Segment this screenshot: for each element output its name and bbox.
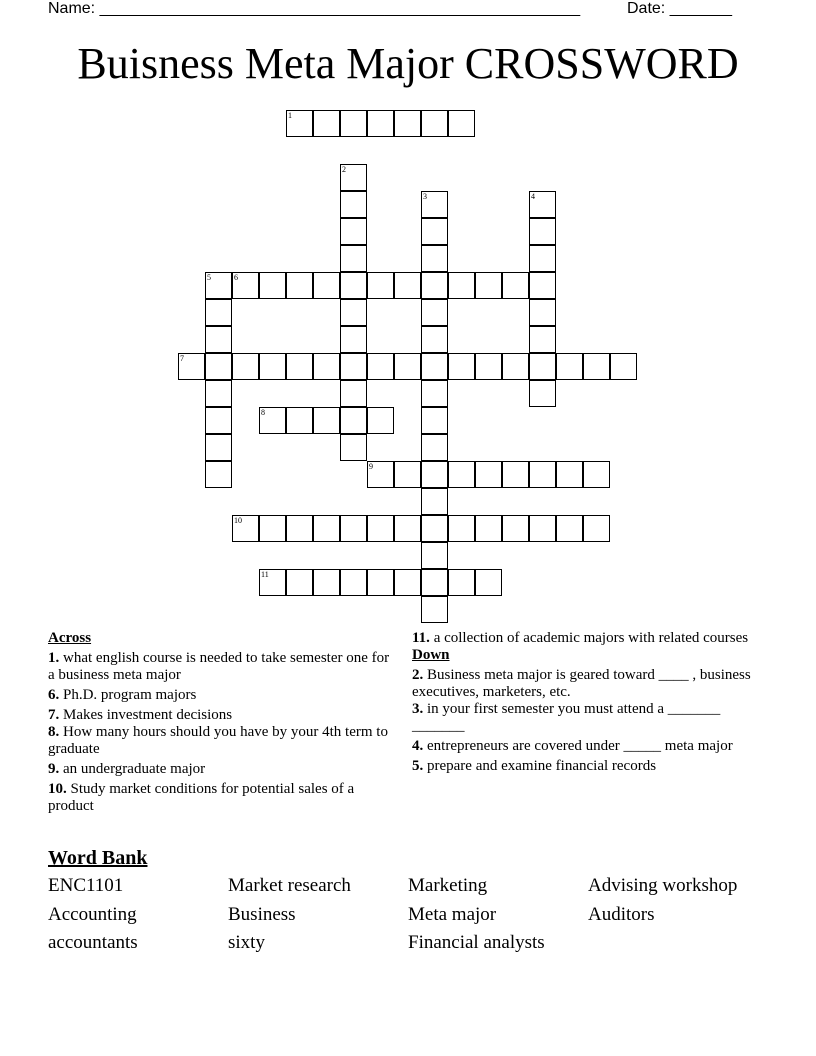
clue-across-11 xyxy=(412,630,757,647)
clue-number: 8. xyxy=(48,724,60,740)
clue-number: 4. xyxy=(412,738,424,754)
grid-cell[interactable] xyxy=(286,353,313,380)
grid-cell[interactable] xyxy=(367,272,394,299)
word-bank-item: Market research xyxy=(228,875,351,896)
grid-cell[interactable] xyxy=(475,272,502,299)
clues-column-left xyxy=(48,630,393,815)
word-bank-item: Financial analysts xyxy=(408,932,545,953)
grid-cell[interactable] xyxy=(232,353,259,380)
grid-cell[interactable] xyxy=(205,272,232,299)
grid-cell[interactable] xyxy=(394,272,421,299)
grid-cell[interactable] xyxy=(421,515,448,542)
grid-cell[interactable] xyxy=(421,353,448,380)
grid-cell[interactable] xyxy=(502,272,529,299)
word-bank-item: Accounting xyxy=(48,904,137,925)
grid-cell[interactable] xyxy=(286,569,313,596)
grid-cell[interactable] xyxy=(529,326,556,353)
clue-across-7 xyxy=(48,707,393,724)
grid-cell[interactable] xyxy=(421,461,448,488)
grid-cell[interactable] xyxy=(286,407,313,434)
grid-cell[interactable] xyxy=(340,110,367,137)
grid-cell[interactable] xyxy=(421,407,448,434)
clue-across-6 xyxy=(48,687,393,704)
clue-number: 10. xyxy=(48,781,67,797)
grid-cell[interactable] xyxy=(556,515,583,542)
clue-across-10 xyxy=(48,781,393,815)
grid-cell[interactable] xyxy=(340,218,367,245)
clue-number: 5. xyxy=(412,758,424,774)
word-bank-item: Auditors xyxy=(588,904,655,925)
clue-across-9 xyxy=(48,761,393,778)
clue-text: a collection of academic majors with related courses xyxy=(429,630,749,646)
grid-cell[interactable] xyxy=(340,245,367,272)
grid-cell[interactable] xyxy=(259,515,286,542)
grid-cell[interactable] xyxy=(340,407,367,434)
clue-text: Study market conditions for potential sales of a product xyxy=(48,781,355,814)
grid-cell[interactable] xyxy=(421,326,448,353)
grid-cell[interactable] xyxy=(556,353,583,380)
grid-cell[interactable] xyxy=(583,461,610,488)
clue-number: 1. xyxy=(48,650,60,666)
grid-cell[interactable] xyxy=(205,299,232,326)
clue-number-label: 1 xyxy=(288,111,292,120)
clue-number-label: 3 xyxy=(423,192,427,201)
grid-cell[interactable] xyxy=(367,110,394,137)
grid-cell[interactable] xyxy=(448,515,475,542)
grid-cell[interactable] xyxy=(394,569,421,596)
grid-cell[interactable] xyxy=(340,164,367,191)
word-bank-item: Marketing xyxy=(408,875,488,896)
grid-cell[interactable] xyxy=(610,353,637,380)
clue-across-1 xyxy=(48,650,393,684)
grid-cell[interactable] xyxy=(421,380,448,407)
grid-cell[interactable] xyxy=(340,299,367,326)
grid-cell[interactable] xyxy=(340,353,367,380)
grid-cell[interactable] xyxy=(583,515,610,542)
grid-cell[interactable] xyxy=(448,353,475,380)
grid-cell[interactable] xyxy=(421,245,448,272)
grid-cell[interactable] xyxy=(583,353,610,380)
grid-cell[interactable] xyxy=(448,461,475,488)
grid-cell[interactable] xyxy=(502,461,529,488)
grid-cell[interactable] xyxy=(367,569,394,596)
grid-cell[interactable] xyxy=(340,272,367,299)
clue-number-label: 10 xyxy=(234,516,242,525)
grid-cell[interactable] xyxy=(421,488,448,515)
grid-cell[interactable] xyxy=(502,515,529,542)
grid-cell[interactable] xyxy=(367,515,394,542)
grid-cell[interactable] xyxy=(394,461,421,488)
grid-cell[interactable] xyxy=(205,380,232,407)
grid-cell[interactable] xyxy=(313,515,340,542)
date-field-label: Date: _______ xyxy=(627,0,732,17)
clue-text: an undergraduate major xyxy=(59,761,206,777)
grid-cell[interactable] xyxy=(448,272,475,299)
grid-cell[interactable] xyxy=(367,461,394,488)
clue-number: 9. xyxy=(48,761,60,777)
clue-number-label: 7 xyxy=(180,354,184,363)
grid-cell[interactable] xyxy=(394,353,421,380)
grid-cell[interactable] xyxy=(529,380,556,407)
clue-number-label: 11 xyxy=(261,570,269,579)
grid-cell[interactable] xyxy=(448,110,475,137)
grid-cell[interactable] xyxy=(259,569,286,596)
clue-across-8 xyxy=(48,724,393,758)
clue-number: 6. xyxy=(48,687,60,703)
clue-number-label: 5 xyxy=(207,273,211,282)
grid-cell[interactable] xyxy=(475,461,502,488)
clue-text: in your first semester you must attend a _______ _______ xyxy=(412,701,721,734)
grid-cell[interactable] xyxy=(286,272,313,299)
grid-cell[interactable] xyxy=(205,326,232,353)
grid-cell[interactable] xyxy=(529,272,556,299)
clue-text: prepare and examine financial records xyxy=(423,758,657,774)
clue-text: How many hours should you have by your 4th term to graduate xyxy=(48,724,388,757)
page-title: Buisness Meta Major CROSSWORD xyxy=(77,39,739,88)
clue-text: Ph.D. program majors xyxy=(59,687,197,703)
clue-down-5 xyxy=(412,758,757,775)
grid-cell[interactable] xyxy=(529,218,556,245)
grid-cell[interactable] xyxy=(232,515,259,542)
clue-down-4 xyxy=(412,738,757,755)
word-bank-item: accountants xyxy=(48,932,138,953)
grid-cell[interactable] xyxy=(421,191,448,218)
grid-cell[interactable] xyxy=(421,569,448,596)
grid-cell[interactable] xyxy=(475,515,502,542)
grid-cell[interactable] xyxy=(259,272,286,299)
grid-cell[interactable] xyxy=(340,434,367,461)
clue-down-3 xyxy=(412,701,757,735)
grid-cell[interactable] xyxy=(313,353,340,380)
grid-cell[interactable] xyxy=(367,407,394,434)
grid-cell[interactable] xyxy=(529,299,556,326)
clue-number-label: 8 xyxy=(261,408,265,417)
clue-number: 7. xyxy=(48,707,60,723)
grid-cell[interactable] xyxy=(421,596,448,623)
grid-cell[interactable] xyxy=(340,569,367,596)
word-bank-item: ENC1101 xyxy=(48,875,124,896)
word-bank-item: Meta major xyxy=(408,904,497,925)
name-field-label: Name: ______________________________________________________ xyxy=(48,0,581,17)
clue-number-label: 4 xyxy=(531,192,535,201)
clue-number: 11. xyxy=(412,630,430,646)
clue-number-label: 2 xyxy=(342,165,346,174)
grid-cell[interactable] xyxy=(313,569,340,596)
grid-cell[interactable] xyxy=(529,245,556,272)
grid-cell[interactable] xyxy=(205,461,232,488)
grid-cell[interactable] xyxy=(340,515,367,542)
grid-cell[interactable] xyxy=(421,542,448,569)
grid-cell[interactable] xyxy=(502,353,529,380)
grid-cell[interactable] xyxy=(313,110,340,137)
across-heading: Across xyxy=(48,630,92,646)
grid-cell[interactable] xyxy=(421,218,448,245)
grid-cell[interactable] xyxy=(313,407,340,434)
grid-cell[interactable] xyxy=(394,515,421,542)
clue-number-label: 6 xyxy=(234,273,238,282)
grid-cell[interactable] xyxy=(448,569,475,596)
word-bank-item: sixty xyxy=(228,932,265,953)
grid-cell[interactable] xyxy=(529,515,556,542)
clue-down-2 xyxy=(412,667,757,701)
grid-cell[interactable] xyxy=(205,353,232,380)
grid-cell[interactable] xyxy=(340,191,367,218)
grid-cell[interactable] xyxy=(205,434,232,461)
word-bank-item: Advising workshop xyxy=(588,875,738,896)
clue-number: 2. xyxy=(412,667,424,683)
grid-cell[interactable] xyxy=(394,110,421,137)
grid-cell[interactable] xyxy=(529,191,556,218)
grid-cell[interactable] xyxy=(475,353,502,380)
grid-cell[interactable] xyxy=(421,272,448,299)
grid-cell[interactable] xyxy=(421,110,448,137)
word-bank-title: Word Bank xyxy=(48,847,148,869)
grid-cell[interactable] xyxy=(529,461,556,488)
clue-text: Business meta major is geared toward ____ , business executives, marketers, etc. xyxy=(412,667,751,700)
grid-cell[interactable] xyxy=(286,110,313,137)
grid-cell[interactable] xyxy=(367,353,394,380)
clue-number-label: 9 xyxy=(369,462,373,471)
clue-text: Makes investment decisions xyxy=(59,707,233,723)
grid-cell[interactable] xyxy=(340,380,367,407)
word-bank-item: Business xyxy=(228,904,296,925)
clues-column-right xyxy=(412,630,757,775)
grid-cell[interactable] xyxy=(421,434,448,461)
grid-cell[interactable] xyxy=(421,299,448,326)
clue-text: entrepreneurs are covered under _____ meta major xyxy=(423,738,733,754)
grid-cell[interactable] xyxy=(286,515,313,542)
grid-cell[interactable] xyxy=(340,326,367,353)
grid-cell[interactable] xyxy=(313,272,340,299)
grid-cell[interactable] xyxy=(556,461,583,488)
clue-number: 3. xyxy=(412,701,424,717)
grid-cell[interactable] xyxy=(178,353,205,380)
grid-cell[interactable] xyxy=(475,569,502,596)
grid-cell[interactable] xyxy=(232,272,259,299)
clue-text: what english course is needed to take semester one for a business meta major xyxy=(48,650,390,683)
down-heading: Down xyxy=(412,647,450,663)
grid-cell[interactable] xyxy=(259,407,286,434)
grid-cell[interactable] xyxy=(205,407,232,434)
grid-cell[interactable] xyxy=(529,353,556,380)
grid-cell[interactable] xyxy=(259,353,286,380)
